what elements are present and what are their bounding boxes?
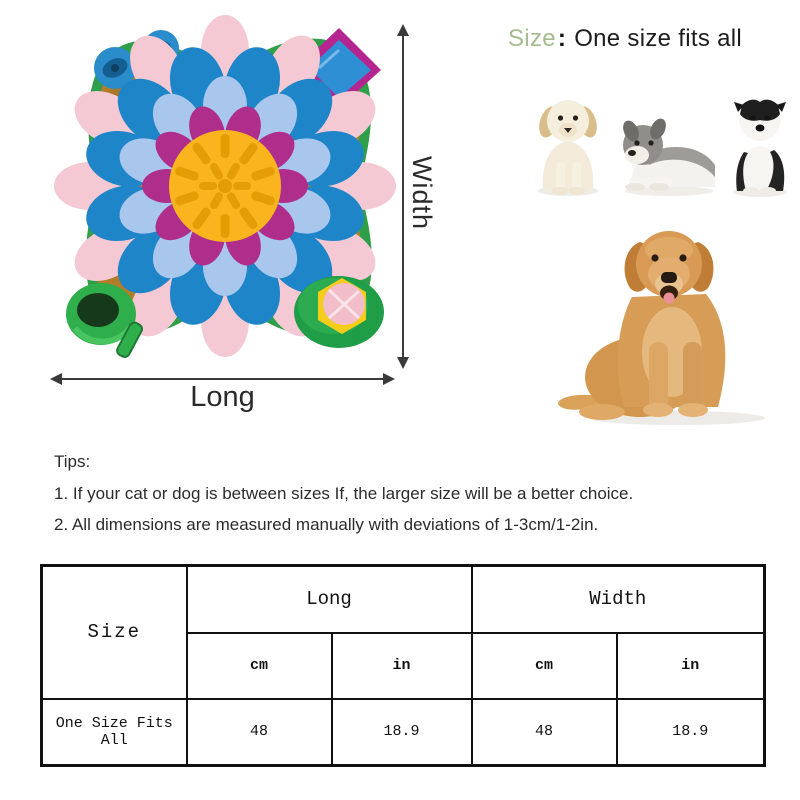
- mini-flower-pocket: [294, 276, 384, 348]
- tips-item-1: 1. If your cat or dog is between sizes If, the larger size will be a better choice.: [54, 484, 634, 503]
- size-colon: :: [557, 25, 567, 52]
- table-cell-size-name: One Size Fits All: [42, 699, 187, 766]
- table-unit-width-cm: cm: [472, 633, 617, 699]
- size-table-container: [40, 564, 766, 767]
- table-cell-long-in: 18.9: [332, 699, 472, 766]
- snuffle-mat-illustration: [35, 8, 405, 373]
- table-cell-width-cm: 48: [472, 699, 617, 766]
- grey-puppy-image: [615, 103, 723, 198]
- tips-item-2: 2. All dimensions are measured manually with deviations of 1-3cm/1-2in.: [54, 515, 599, 534]
- table-unit-long-in: in: [332, 633, 472, 699]
- size-label: Size: [508, 25, 556, 52]
- table-row-data: [42, 699, 765, 766]
- table-unit-long-cm: cm: [187, 633, 332, 699]
- size-header-line: [508, 25, 742, 53]
- size-value: One size fits all: [574, 25, 743, 52]
- table-row-group-headers: [42, 566, 765, 633]
- tips-title: Tips:: [54, 452, 91, 471]
- table-cell-long-cm: 48: [187, 699, 332, 766]
- width-dimension-label: Width: [407, 156, 437, 231]
- table-header-long: Long: [187, 566, 472, 633]
- border-collie-puppy-image: [722, 90, 798, 198]
- table-header-size: Size: [42, 566, 187, 699]
- table-header-width: Width: [472, 566, 765, 633]
- size-table: [40, 564, 766, 767]
- table-cell-width-in: 18.9: [617, 699, 765, 766]
- long-dimension-label: Long: [190, 381, 255, 413]
- flower-center: [169, 130, 281, 242]
- cream-puppy-image: [527, 92, 609, 197]
- golden-retriever-image: [552, 222, 797, 432]
- table-unit-width-in: in: [617, 633, 765, 699]
